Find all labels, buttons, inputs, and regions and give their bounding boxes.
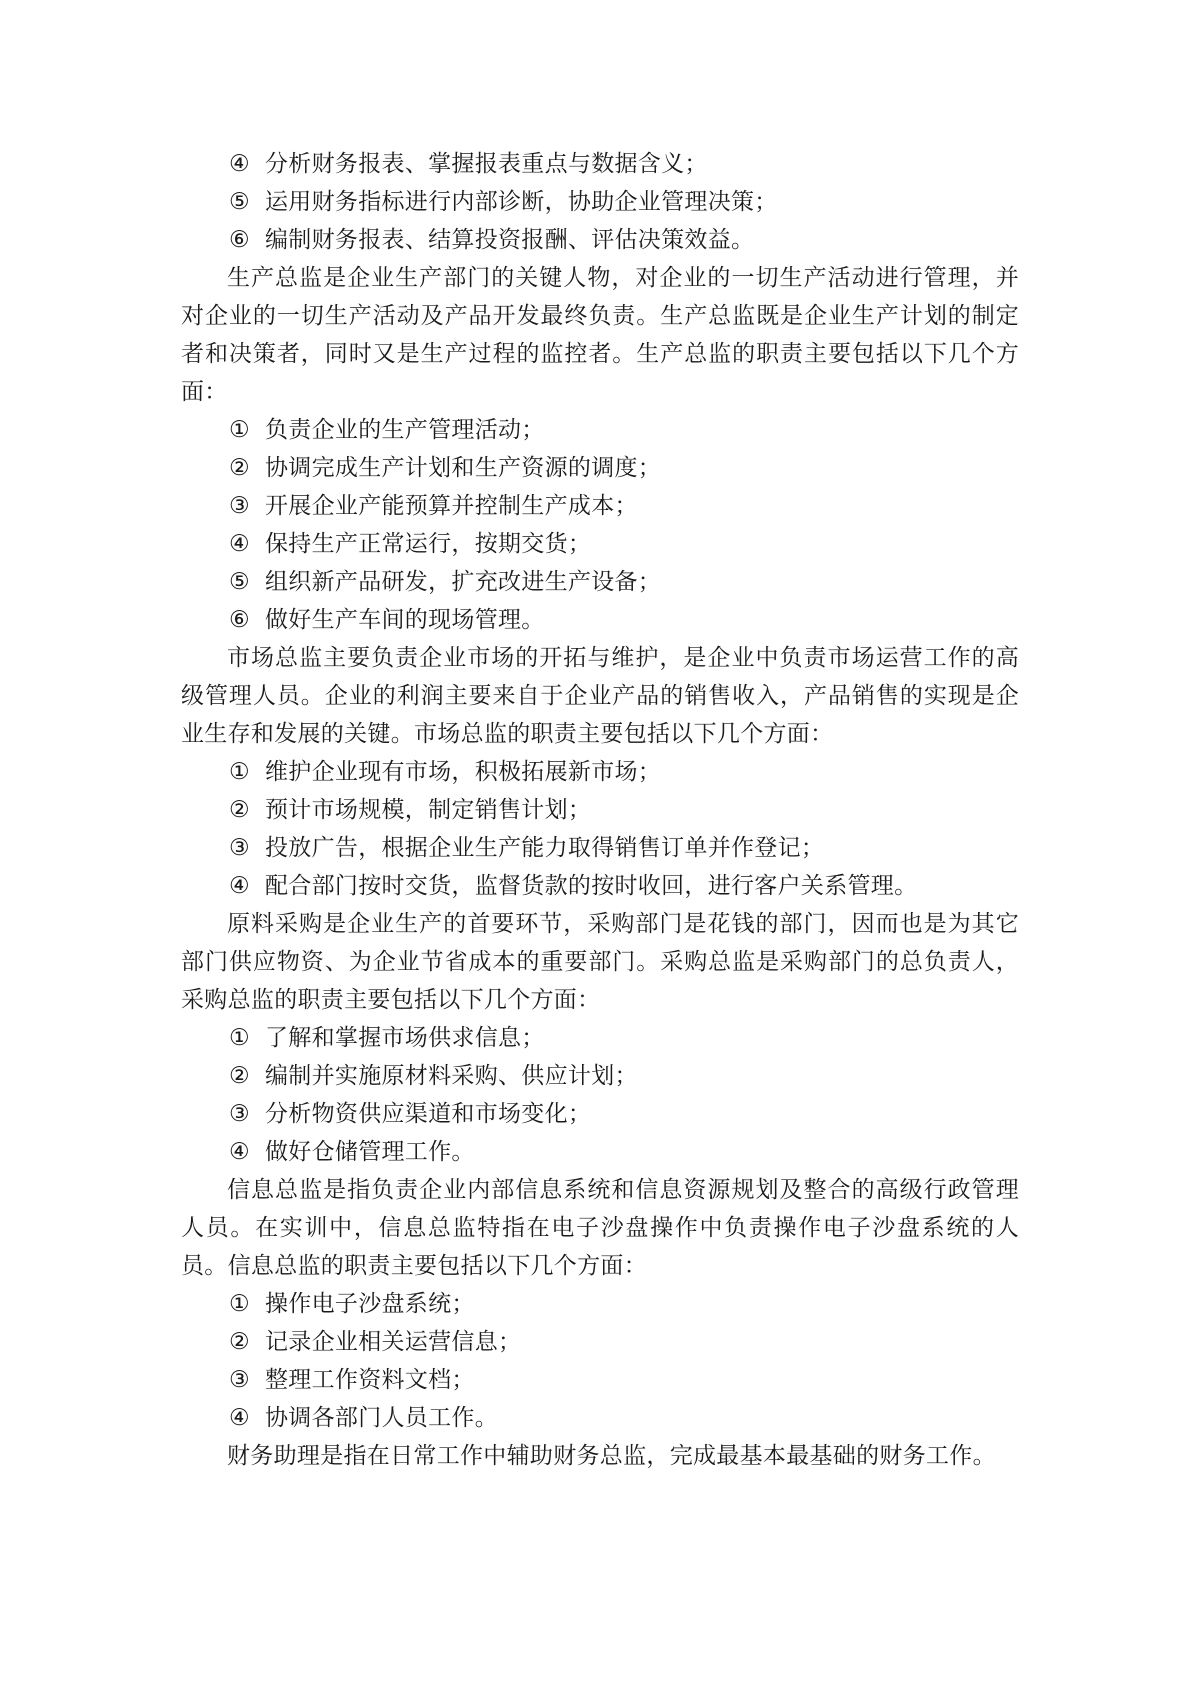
item-text: 编制并实施原材料采购、供应计划； xyxy=(265,1063,638,1089)
item-number: ④ xyxy=(229,531,250,557)
list-item xyxy=(181,487,1019,525)
item-text: 整理工作资料文档； xyxy=(265,1367,475,1393)
item-number: ① xyxy=(229,1291,250,1317)
list-item xyxy=(181,1323,1019,1361)
item-text: 配合部门按时交货，监督货款的按时收回，进行客户关系管理。 xyxy=(265,873,918,899)
item-text: 做好仓储管理工作。 xyxy=(265,1139,475,1165)
list-item xyxy=(181,1057,1019,1095)
item-number: ④ xyxy=(229,1405,250,1431)
item-text: 编制财务报表、结算投资报酬、评估决策效益。 xyxy=(265,227,755,253)
item-text: 分析物资供应渠道和市场变化； xyxy=(265,1101,592,1127)
item-number: ⑥ xyxy=(229,227,250,253)
paragraph-purchasing-director: 原料采购是企业生产的首要环节，采购部门是花钱的部门，因而也是为其它部门供应物资、为企业节省成本的重要部门。采购总监是采购部门的总负责人，采购总监的职责主要包括以下几个方面： xyxy=(181,911,1019,1013)
item-number: ③ xyxy=(229,835,250,861)
item-number: ⑤ xyxy=(229,569,250,595)
list-item xyxy=(181,1399,1019,1437)
paragraph-marketing-director: 市场总监主要负责企业市场的开拓与维护，是企业中负责市场运营工作的高级管理人员。企业的利润主要来自于企业产品的销售收入，产品销售的实现是企业生存和发展的关键。市场总监的职责主要包括以下几个方面： xyxy=(181,645,1019,747)
item-text: 维护企业现有市场，积极拓展新市场； xyxy=(265,759,662,785)
item-text: 操作电子沙盘系统； xyxy=(265,1291,475,1317)
list-item xyxy=(181,525,1019,563)
item-number: ④ xyxy=(229,151,250,177)
list-item xyxy=(181,449,1019,487)
item-text: 保持生产正常运行，按期交货； xyxy=(265,531,592,557)
item-number: ① xyxy=(229,1025,250,1051)
item-number: ④ xyxy=(229,1139,250,1165)
item-number: ③ xyxy=(229,1101,250,1127)
list-item xyxy=(181,601,1019,639)
list-item xyxy=(181,1361,1019,1399)
item-number: ① xyxy=(229,759,250,785)
item-number: ⑤ xyxy=(229,189,250,215)
document-page xyxy=(181,145,1019,1475)
item-text: 记录企业相关运营信息； xyxy=(265,1329,522,1355)
list-item xyxy=(181,791,1019,829)
item-text: 做好生产车间的现场管理。 xyxy=(265,607,545,633)
item-number: ② xyxy=(229,1329,250,1355)
item-number: ③ xyxy=(229,493,250,519)
item-number: ③ xyxy=(229,1367,250,1393)
item-text: 分析财务报表、掌握报表重点与数据含义； xyxy=(265,151,708,177)
paragraph-production-director: 生产总监是企业生产部门的关键人物，对企业的一切生产活动进行管理，并对企业的一切生产活动及产品开发最终负责。生产总监既是企业生产计划的制定者和决策者，同时又是生产过程的监控者。生产总监的职责主要包括以下几个方面： xyxy=(181,265,1019,405)
item-text: 运用财务指标进行内部诊断，协助企业管理决策； xyxy=(265,189,778,215)
paragraph-information-director: 信息总监是指负责企业内部信息系统和信息资源规划及整合的高级行政管理人员。在实训中，信息总监特指在电子沙盘操作中负责操作电子沙盘系统的人员。信息总监的职责主要包括以下几个方面： xyxy=(181,1177,1019,1279)
list-item xyxy=(181,829,1019,867)
item-number: ⑥ xyxy=(229,607,250,633)
item-number: ① xyxy=(229,417,250,443)
list-item xyxy=(181,411,1019,449)
item-text: 预计市场规模，制定销售计划； xyxy=(265,797,592,823)
list-item xyxy=(181,1285,1019,1323)
item-number: ② xyxy=(229,1063,250,1089)
item-text: 投放广告，根据企业生产能力取得销售订单并作登记； xyxy=(265,835,825,861)
item-text: 协调各部门人员工作。 xyxy=(265,1405,498,1431)
item-number: ④ xyxy=(229,873,250,899)
list-item xyxy=(181,867,1019,905)
paragraph-financial-assistant: 财务助理是指在日常工作中辅助财务总监，完成最基本最基础的财务工作。 xyxy=(227,1443,996,1469)
list-item xyxy=(181,1019,1019,1057)
item-text: 协调完成生产计划和生产资源的调度； xyxy=(265,455,662,481)
list-item xyxy=(181,1095,1019,1133)
item-text: 开展企业产能预算并控制生产成本； xyxy=(265,493,638,519)
list-item xyxy=(181,145,1019,183)
item-number: ② xyxy=(229,455,250,481)
list-item xyxy=(181,221,1019,259)
item-number: ② xyxy=(229,797,250,823)
item-text: 负责企业的生产管理活动； xyxy=(265,417,545,443)
list-item xyxy=(181,563,1019,601)
item-text: 了解和掌握市场供求信息； xyxy=(265,1025,545,1051)
list-item xyxy=(181,753,1019,791)
list-item xyxy=(181,1133,1019,1171)
list-item xyxy=(181,183,1019,221)
item-text: 组织新产品研发，扩充改进生产设备； xyxy=(265,569,662,595)
